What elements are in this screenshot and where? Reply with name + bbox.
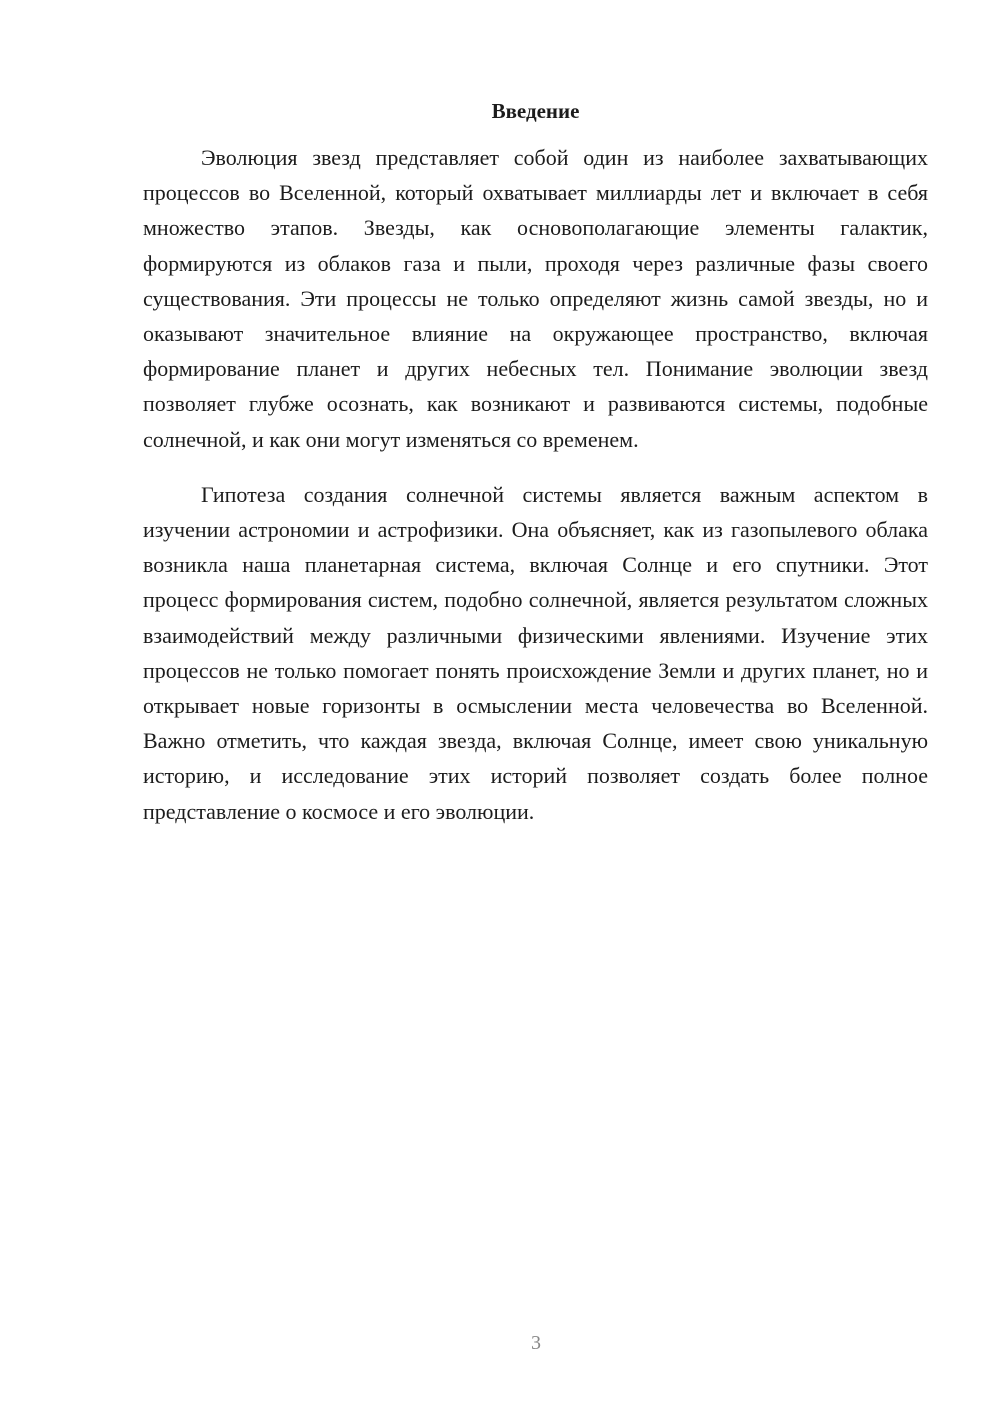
section-heading: Введение <box>491 99 580 123</box>
paragraph-stellar-evolution: Эволюция звезд представляет собой один из наиболее захватывающих процессов во Вселенной, который охватывает миллиарды лет и включает в себя множество этапов. Звезды, как основополагающие элементы галактик, формируются из облаков газа и пыли, проходя через различные фазы своего существования. Эти процессы не только определяют жизнь самой звезды, но и оказывают значительное влияние на окружающее пространство, включая формирование планет и других небесных тел. Понимание эволюции звезд позволяет глубже осознать, как возникают и развиваются системы, подобные солнечной, и как они могут изменяться со временем. <box>143 145 928 452</box>
page-number: 3 <box>531 1332 541 1354</box>
paragraph-solar-system-hypothesis: Гипотеза создания солнечной системы является важным аспектом в изучении астрономии и астрофизики. Она объясняет, как из газопылевого облака возникла наша планетарная система, включая Солнце и его спутники. Этот процесс формирования систем, подобно солнечной, является результатом сложных взаимодействий между различными физическими явлениями. Изучение этих процессов не только помогает понять происхождение Земли и других планет, но и открывает новые горизонты в осмыслении места человечества во Вселенной. Важно отметить, что каждая звезда, включая Солнце, имеет свою уникальную историю, и исследование этих историй позволяет создать более полное представление о космосе и его эволюции. <box>143 481 928 824</box>
page-content <box>143 96 928 829</box>
